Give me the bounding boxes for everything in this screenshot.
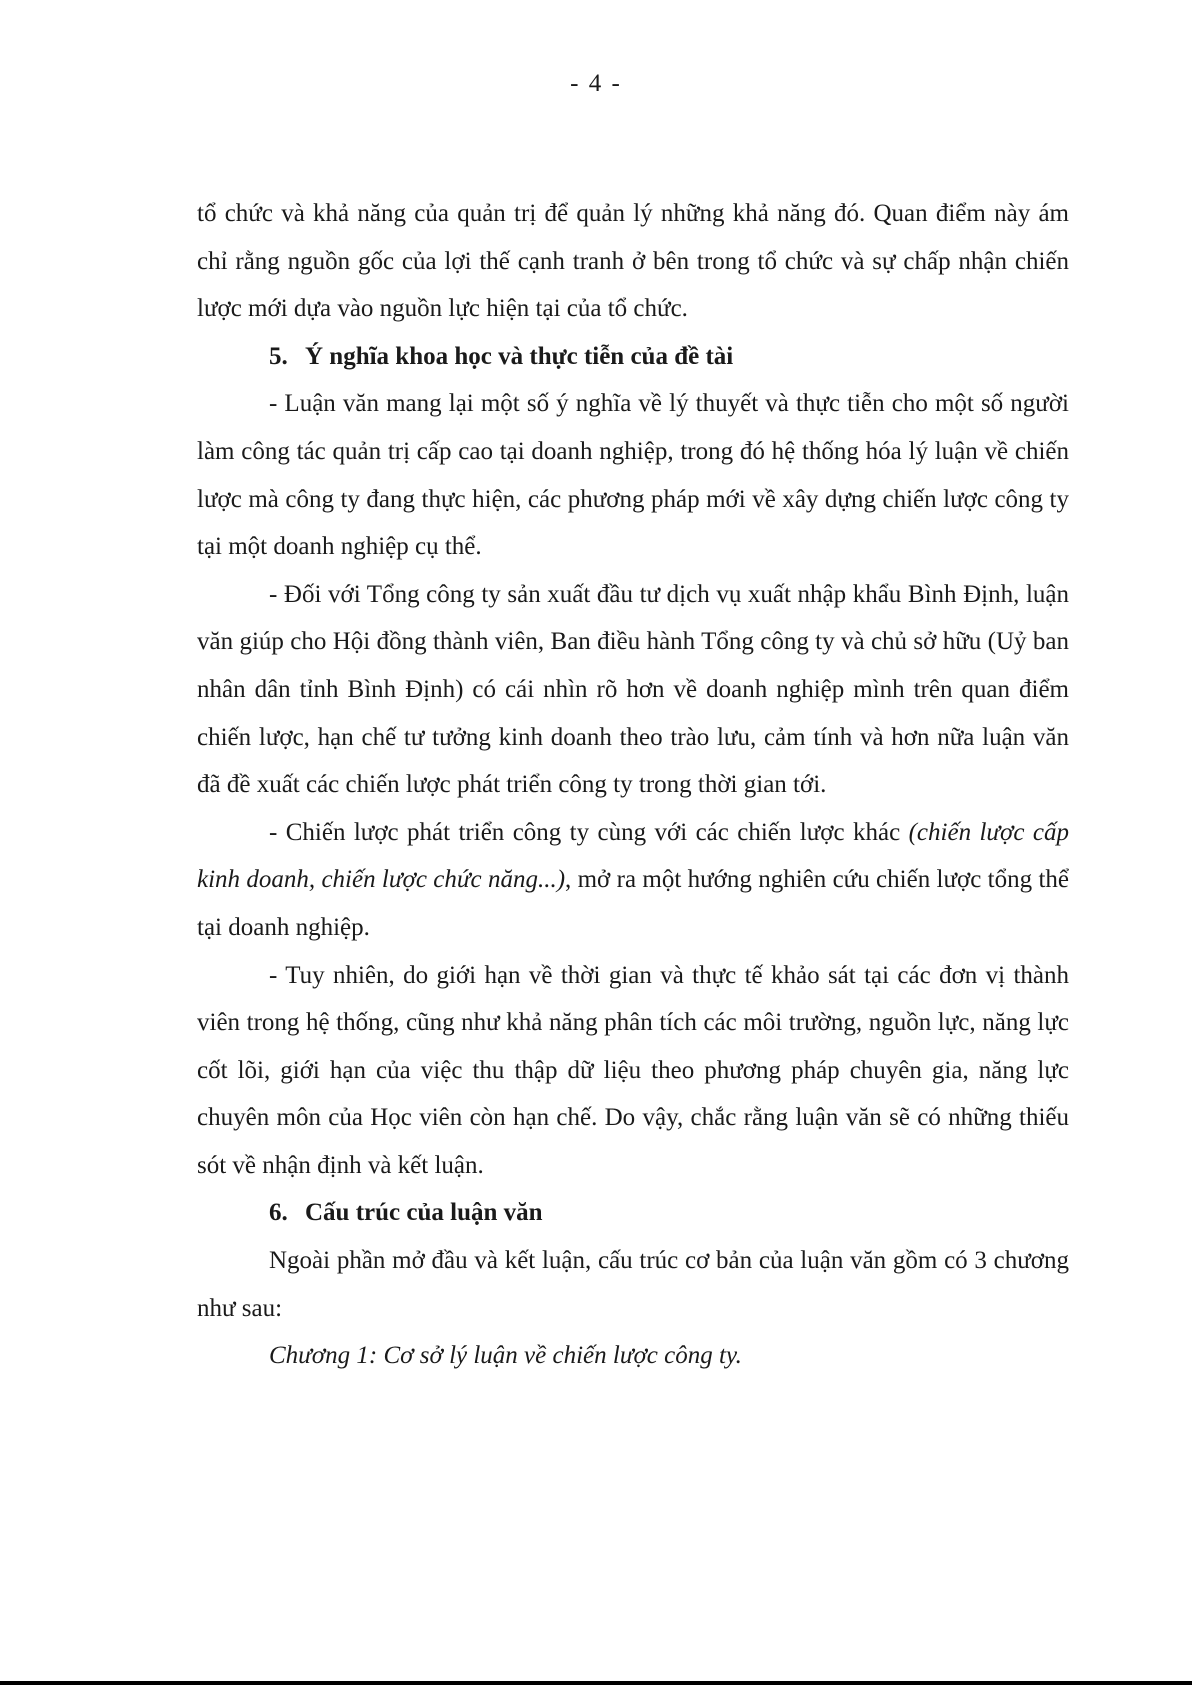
section-heading-6 (197, 1189, 1069, 1237)
section-title: Cấu trúc của luận văn (305, 1199, 543, 1227)
bottom-border (0, 1681, 1192, 1685)
document-body (197, 190, 1069, 1380)
paragraph-italic-text: (chiến lược cấp kinh doanh, chiến lược chức năng...) (197, 818, 1069, 894)
paragraph-structure: Ngoài phần mở đầu và kết luận, cấu trúc cơ bản của luận văn gồm có 3 chương như sau: (197, 1247, 1069, 1322)
paragraph-significance-4: - Tuy nhiên, do giới hạn về thời gian và thực tế khảo sát tại các đơn vị thành viên trong hệ thống, cũng như khả năng phân tích các môi trường, nguồn lực, năng lực cốt lõi, giới hạn của việc thu thập dữ liệu theo phương pháp chuyên gia, năng lực chuyên môn của Học viên còn hạn chế. Do vậy, chắc rằng luận văn sẽ có những thiếu sót về nhận định và kết luận. (197, 961, 1069, 1179)
page-number: - 4 - (570, 70, 622, 97)
paragraph-significance-3 (197, 809, 1069, 952)
paragraph-intro: tổ chức và khả năng của quản trị để quản lý những khả năng đó. Quan điểm này ám chỉ rằng nguồn gốc của lợi thế cạnh tranh ở bên trong tổ chức và sự chấp nhận chiến lược mới dựa vào nguồn lực hiện tại của tổ chức. (197, 200, 1069, 323)
section-number: 5. (269, 342, 288, 370)
section-number: 6. (269, 1199, 288, 1227)
paragraph-significance-1: - Luận văn mang lại một số ý nghĩa về lý thuyết và thực tiễn cho một số người làm công tác quản trị cấp cao tại doanh nghiệp, trong đó hệ thống hóa lý luận về chiến lược mà công ty đang thực hiện, các phương pháp mới về xây dựng chiến lược công ty tại một doanh nghiệp cụ thể. (197, 390, 1069, 561)
paragraph-text: , mở ra một hướng nghiên cứu chiến lược tổng thể tại doanh nghiệp. (197, 866, 1070, 941)
paragraph-significance-2: - Đối với Tổng công ty sản xuất đầu tư dịch vụ xuất nhập khẩu Bình Định, luận văn giúp cho Hội đồng thành viên, Ban điều hành Tổng công ty và chủ sở hữu (Uỷ ban nhân dân tỉnh Bình Định) có cái nhìn rõ hơn về doanh nghiệp mình trên quan điểm chiến lược, hạn chế tư tưởng kinh doanh theo trào lưu, cảm tính và hơn nữa luận văn đã đề xuất các chiến lược phát triển công ty trong thời gian tới. (197, 580, 1069, 799)
chapter-1-line: Chương 1: Cơ sở lý luận về chiến lược công ty. (269, 1342, 742, 1370)
section-heading-5 (197, 333, 1069, 381)
section-title: Ý nghĩa khoa học và thực tiễn của đề tài (305, 342, 734, 370)
paragraph-text: - Chiến lược phát triển công ty cùng với các chiến lược khác (269, 818, 909, 846)
